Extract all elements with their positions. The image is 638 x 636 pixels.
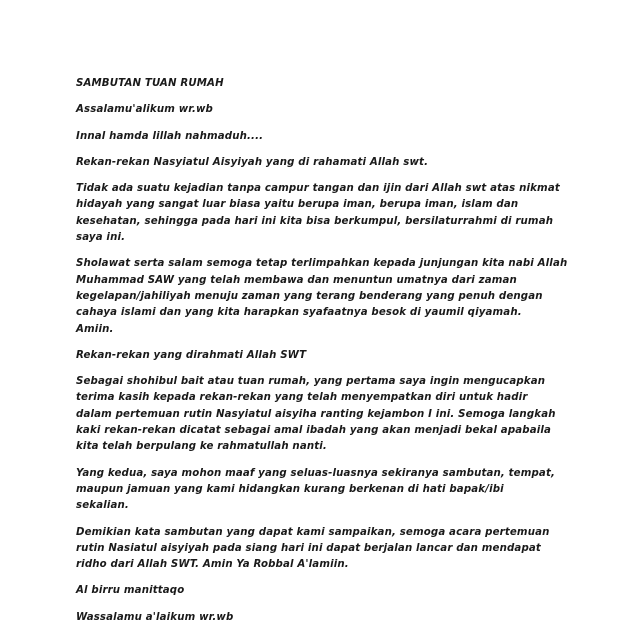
- text-line: cahaya islami dan yang kita harapkan syafaatnya besok di yaumil qiyamah.: [76, 307, 522, 319]
- paragraph: [76, 583, 576, 599]
- text-line: Sebagai shohibul bait atau tuan rumah, yang pertama saya ingin mengucapkan: [76, 376, 546, 388]
- text-line: kesehatan, sehingga pada hari ini kita bisa berkumpul, bersilaturrahmi di rumah: [76, 215, 554, 227]
- paragraph: [76, 256, 576, 337]
- text-line: sekalian.: [76, 500, 129, 512]
- document-page: [76, 76, 576, 636]
- paragraph: [76, 348, 576, 364]
- text-line: kaki rekan-rekan dicatat sebagai amal ibadah yang akan menjadi bekal apabaila: [76, 425, 552, 437]
- paragraph: [76, 466, 576, 515]
- text-line: kegelapan/jahiliyah menuju zaman yang terang benderang yang penuh dengan: [76, 290, 543, 302]
- text-line: kita telah berpulang ke rahmatullah nanti.: [76, 441, 327, 453]
- text-line: saya ini.: [76, 232, 126, 244]
- text-line: Muhammad SAW yang telah membawa dan menuntun umatnya dari zaman: [76, 274, 517, 286]
- paragraph: [76, 525, 576, 574]
- text-line: Amiin.: [76, 323, 114, 335]
- text-line: Sholawat serta salam semoga tetap terlimpahkan kepada junjungan kita nabi Allah: [76, 258, 568, 270]
- text-line: Tidak ada suatu kejadian tanpa campur tangan dan ijin dari Allah swt atas nikmat: [76, 183, 560, 195]
- document-title: [76, 76, 576, 92]
- paragraph: [76, 374, 576, 455]
- paragraph: [76, 181, 576, 246]
- text-line: Demikian kata sambutan yang dapat kami sampaikan, semoga acara pertemuan: [76, 526, 550, 538]
- text-line: Assalamu'alikum wr.wb: [76, 104, 213, 116]
- text-line: dalam pertemuan rutin Nasyiatul aisyiha ranting kejambon I ini. Semoga langkah: [76, 408, 556, 420]
- text-line: hidayah yang sangat luar biasa yaitu berupa iman, berupa iman, islam dan: [76, 199, 519, 211]
- text-line: Rekan-rekan Nasyiatul Aisyiyah yang di rahamati Allah swt.: [76, 156, 429, 168]
- paragraph: [76, 102, 576, 118]
- text-line: terima kasih kepada rekan-rekan yang telah menyempatkan diri untuk hadir: [76, 392, 528, 404]
- text-line: Rekan-rekan yang dirahmati Allah SWT: [76, 349, 307, 361]
- paragraph: [76, 610, 576, 626]
- paragraph: [76, 155, 576, 171]
- text-line: ridho dari Allah SWT. Amin Ya Robbal A'lamiin.: [76, 559, 349, 571]
- document-body: [76, 102, 576, 626]
- text-line: Innal hamda lillah nahmaduh....: [76, 130, 264, 142]
- text-line: rutin Nasiatul aisyiyah pada siang hari ini dapat berjalan lancar dan mendapat: [76, 542, 541, 554]
- paragraph: [76, 129, 576, 145]
- text-line: Wassalamu a'laikum wr.wb: [76, 611, 234, 623]
- text-line: SAMBUTAN TUAN RUMAH: [76, 78, 224, 89]
- text-line: Yang kedua, saya mohon maaf yang seluas-luasnya sekiranya sambutan, tempat,: [76, 467, 555, 479]
- text-line: maupun jamuan yang kami hidangkan kurang berkenan di hati bapak/ibi: [76, 483, 504, 495]
- text-line: Al birru manittaqo: [76, 585, 185, 597]
